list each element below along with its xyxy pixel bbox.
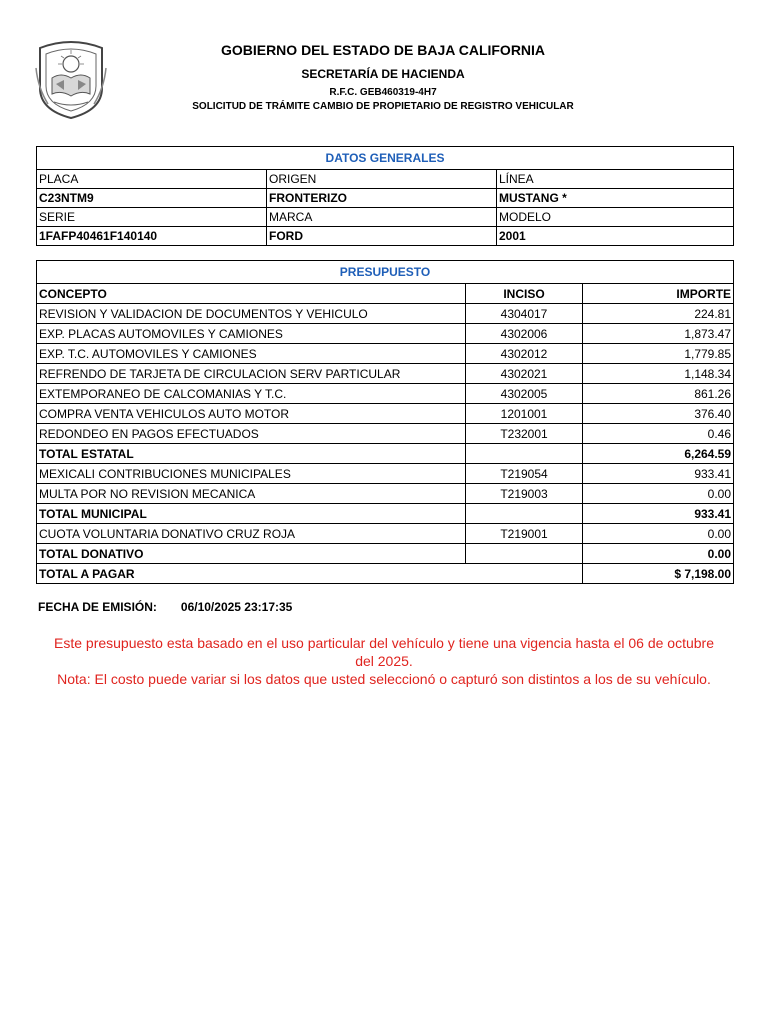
table-row xyxy=(37,404,734,424)
issue-date xyxy=(38,600,292,614)
concepto-cell: EXP. PLACAS AUTOMOVILES Y CAMIONES xyxy=(37,324,466,344)
concepto-cell: MULTA POR NO REVISION MECANICA xyxy=(37,484,466,504)
department-title: SECRETARÍA DE HACIENDA xyxy=(301,67,465,81)
issue-date-value: 06/10/2025 23:17:35 xyxy=(180,600,293,614)
total-pagar-row xyxy=(37,564,734,584)
inciso-cell: 1201001 xyxy=(466,404,583,424)
inciso-cell: T219003 xyxy=(466,484,583,504)
marca-value: FORD xyxy=(267,227,497,246)
concepto-cell: CUOTA VOLUNTARIA DONATIVO CRUZ ROJA xyxy=(37,524,466,544)
table-row xyxy=(37,384,734,404)
table-row xyxy=(37,364,734,384)
table-row xyxy=(37,304,734,324)
importe-cell: 933.41 xyxy=(583,464,734,484)
importe-cell: 861.26 xyxy=(583,384,734,404)
concepto-cell: REFRENDO DE TARJETA DE CIRCULACION SERV PARTICULAR xyxy=(37,364,466,384)
empty-cell xyxy=(466,444,583,464)
importe-cell: 376.40 xyxy=(583,404,734,424)
empty-cell xyxy=(466,504,583,524)
empty-cell xyxy=(466,544,583,564)
importe-cell: 0.00 xyxy=(583,484,734,504)
presupuesto-title: PRESUPUESTO xyxy=(37,261,734,284)
concepto-cell: EXP. T.C. AUTOMOVILES Y CAMIONES xyxy=(37,344,466,364)
origen-label: ORIGEN xyxy=(267,170,497,189)
datos-generales-table xyxy=(36,146,734,246)
placa-label: PLACA xyxy=(37,170,267,189)
inciso-cell: 4302021 xyxy=(466,364,583,384)
inciso-cell: T219001 xyxy=(466,524,583,544)
serie-label: SERIE xyxy=(37,208,267,227)
table-row xyxy=(37,344,734,364)
state-seal-icon xyxy=(34,38,108,120)
marca-label: MARCA xyxy=(267,208,497,227)
total-municipal-label: TOTAL MUNICIPAL xyxy=(37,504,466,524)
validity-note xyxy=(54,634,714,688)
validity-text: Este presupuesto esta basado en el uso particular del vehículo y tiene una vigencia hasta el 06 de octubre del 2025. xyxy=(54,635,714,669)
total-donativo-label: TOTAL DONATIVO xyxy=(37,544,466,564)
concepto-header: CONCEPTO xyxy=(37,284,466,304)
table-row xyxy=(37,424,734,444)
total-estatal-value: 6,264.59 xyxy=(583,444,734,464)
concepto-cell: MEXICALI CONTRIBUCIONES MUNICIPALES xyxy=(37,464,466,484)
table-row xyxy=(37,464,734,484)
linea-value: MUSTANG * xyxy=(497,189,734,208)
concepto-cell: REDONDEO EN PAGOS EFECTUADOS xyxy=(37,424,466,444)
total-pagar-value: $ 7,198.00 xyxy=(583,564,734,584)
importe-cell: 1,779.85 xyxy=(583,344,734,364)
importe-cell: 1,148.34 xyxy=(583,364,734,384)
total-estatal-row xyxy=(37,444,734,464)
serie-value: 1FAFP40461F140140 xyxy=(37,227,267,246)
origen-value: FRONTERIZO xyxy=(267,189,497,208)
table-row xyxy=(37,484,734,504)
modelo-label: MODELO xyxy=(497,208,734,227)
inciso-header: INCISO xyxy=(466,284,583,304)
total-municipal-value: 933.41 xyxy=(583,504,734,524)
importe-cell: 1,873.47 xyxy=(583,324,734,344)
concepto-cell: COMPRA VENTA VEHICULOS AUTO MOTOR xyxy=(37,404,466,424)
importe-cell: 0.46 xyxy=(583,424,734,444)
total-donativo-row xyxy=(37,544,734,564)
placa-value: C23NTM9 xyxy=(37,189,267,208)
importe-cell: 0.00 xyxy=(583,524,734,544)
presupuesto-table xyxy=(36,260,734,584)
inciso-cell: T219054 xyxy=(466,464,583,484)
total-pagar-label: TOTAL A PAGAR xyxy=(37,564,583,584)
importe-header: IMPORTE xyxy=(583,284,734,304)
cost-disclaimer: Nota: El costo puede variar si los datos que usted seleccionó o capturó son distintos a los de su vehículo. xyxy=(57,671,711,687)
rfc-number: R.F.C. GEB460319-4H7 xyxy=(329,87,437,98)
linea-label: LÍNEA xyxy=(497,170,734,189)
inciso-cell: T232001 xyxy=(466,424,583,444)
concepto-cell: EXTEMPORANEO DE CALCOMANIAS Y T.C. xyxy=(37,384,466,404)
issue-date-label: FECHA DE EMISIÓN: xyxy=(38,600,157,614)
importe-cell: 224.81 xyxy=(583,304,734,324)
concepto-cell: REVISION Y VALIDACION DE DOCUMENTOS Y VEHICULO xyxy=(37,304,466,324)
government-title: GOBIERNO DEL ESTADO DE BAJA CALIFORNIA xyxy=(220,42,546,58)
inciso-cell: 4302012 xyxy=(466,344,583,364)
table-row xyxy=(37,324,734,344)
total-municipal-row xyxy=(37,504,734,524)
modelo-value: 2001 xyxy=(497,227,734,246)
inciso-cell: 4302006 xyxy=(466,324,583,344)
datos-generales-title: DATOS GENERALES xyxy=(37,147,734,170)
total-estatal-label: TOTAL ESTATAL xyxy=(37,444,466,464)
inciso-cell: 4302005 xyxy=(466,384,583,404)
document-header xyxy=(120,40,646,113)
procedure-title: SOLICITUD DE TRÁMITE CAMBIO DE PROPIETARIO DE REGISTRO VEHICULAR xyxy=(192,101,574,112)
table-row xyxy=(37,524,734,544)
inciso-cell: 4304017 xyxy=(466,304,583,324)
total-donativo-value: 0.00 xyxy=(583,544,734,564)
